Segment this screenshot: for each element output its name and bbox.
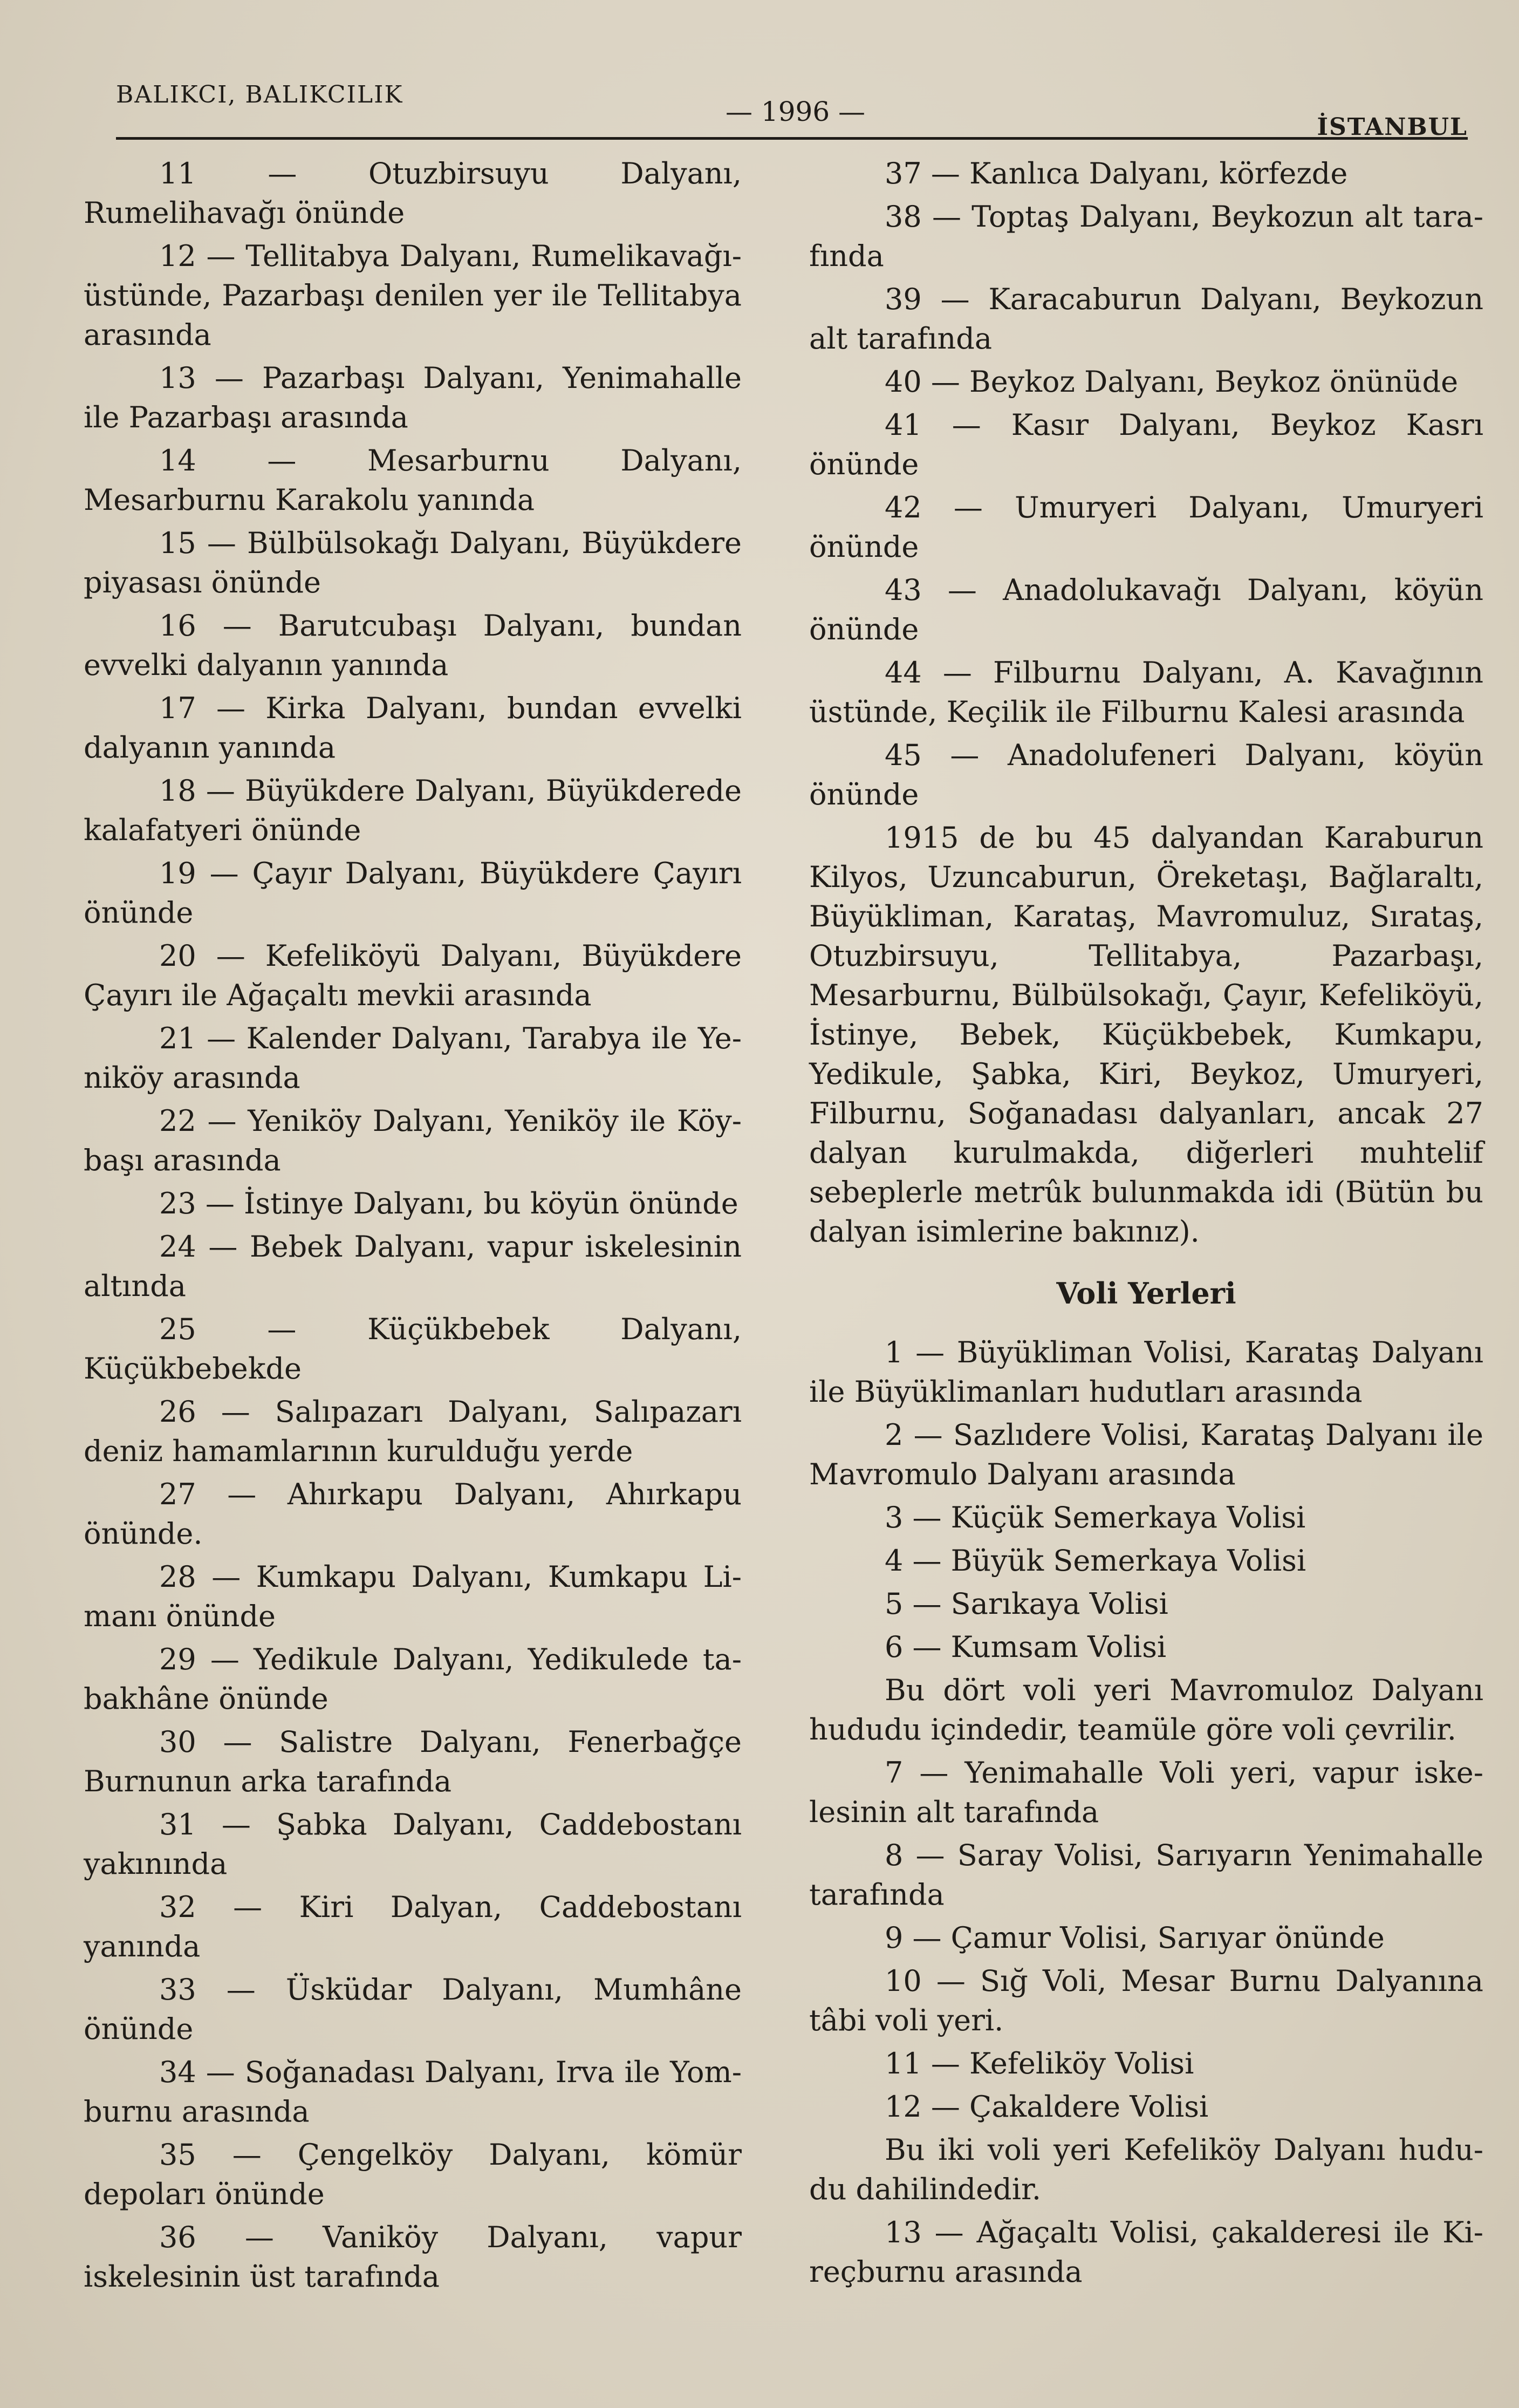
list-item: 23 — İstinye Dalyanı, bu köyün önünde (159, 1186, 738, 1220)
list-item: 13 — Ağaçaltı Volisi, çakalderesi ile Kireçburnu arasında (809, 2215, 1483, 2289)
list-item: 1915 de bu 45 dalyandan Karaburun Kilyos, Uzuncaburun, Öreketaşı, Bağlaraltı, Büyükliman, Karataş, Mavromuluz, Sırataş, Otuzbirsuyu, Tellitabya, Pazarbaşı, Mesarburnu, Bülbülsokağı, Çayır, Kefeliköyü, İstinye, Bebek, Küçükbebek, Kumkapu, Yedikule, Şabka, Kiri, Beykoz, Umuryeri, Filburnu, Soğanadası dalyanları, ancak 27 dalyan kurulmakda, diğerleri muhtelif sebeplerle metrûk bulunmakda idi (Bütün bu dalyan isimlerine bakınız). (809, 821, 1483, 1249)
list-item: 37 — Kanlıca Dalyanı, körfezde (885, 156, 1348, 190)
list-item: 32 — Kiri Dalyan, Caddebostanı yanında (84, 1890, 742, 1963)
voli-list (809, 1333, 1483, 2291)
list-item: 14 — Mesarburnu Dalyanı, Mesarburnu Karakolu yanında (84, 444, 742, 517)
list-item: 9 — Çamur Volisi, Sarıyar önünde (885, 1921, 1385, 1955)
list-item: 13 — Pazarbaşı Dalyanı, Yenimahalle ile Pazarbaşı arasında (84, 361, 742, 434)
list-item: 35 — Çengelköy Dalyanı, kömür depoları önünde (84, 2138, 742, 2211)
header-rule (116, 137, 1468, 140)
voli-heading: Voli Yerleri (1056, 1276, 1236, 1311)
list-item: 22 — Yeniköy Dalyanı, Yeniköy ile Köybaşı arasında (84, 1104, 742, 1177)
list-item: 8 — Saray Volisi, Sarıyarın Yenimahalle tarafında (809, 1838, 1483, 1912)
list-item: 19 — Çayır Dalyanı, Büyükdere Çayırı önünde (84, 856, 742, 930)
list-item: 11 — Kefeliköy Volisi (885, 2047, 1194, 2080)
list-item: 10 — Sığ Voli, Mesar Burnu Dalyanına tâbi voli yeri. (809, 1964, 1483, 2037)
list-item: 36 — Vaniköy Dalyanı, vapur iskelesinin üst tarafında (84, 2220, 742, 2294)
list-item: Bu dört voli yeri Mavromuloz Dalyanı hududu içindedir, teamüle göre voli çevrilir. (809, 1673, 1483, 1747)
list-item: 17 — Kirka Dalyanı, bundan evvelki dalyanın yanında (84, 691, 742, 765)
section-title: İSTANBUL (1317, 113, 1468, 141)
list-item: 43 — Anadolukavağı Dalyanı, köyün önünde (809, 573, 1483, 646)
list-item: 20 — Kefeliköyü Dalyanı, Büyükdere Çayırı ile Ağaçaltı mevkii arasında (84, 939, 742, 1012)
running-title: BALIKCI, BALIKCILIK (116, 81, 403, 108)
list-item: 25 — Küçükbebek Dalyanı, Küçükbebekde (84, 1312, 742, 1386)
list-item: 7 — Yenimahalle Voli yeri, vapur iskelesinin alt tarafında (809, 1756, 1483, 1829)
page-number: — 1996 — (726, 96, 866, 127)
left-column (84, 154, 742, 2300)
list-item: 27 — Ahırkapu Dalyanı, Ahırkapu önünde. (84, 1477, 742, 1551)
list-item: 30 — Salistre Dalyanı, Fenerbağçe Burnunun arka tarafında (84, 1725, 742, 1798)
list-item: 6 — Kumsam Volisi (885, 1630, 1167, 1664)
right-column (809, 154, 1483, 2295)
list-item: 15 — Bülbülsokağı Dalyanı, Büyükdere piyasası önünde (84, 526, 742, 599)
list-item: 12 — Çakaldere Volisi (885, 2090, 1209, 2124)
list-item: 41 — Kasır Dalyanı, Beykoz Kasrı önünde (809, 408, 1483, 481)
list-item: 33 — Üsküdar Dalyanı, Mumhâne önünde (84, 1973, 742, 2046)
list-item: 26 — Salıpazarı Dalyanı, Salıpazarı deniz hamamlarının kurulduğu yerde (84, 1395, 742, 1468)
list-item: 5 — Sarıkaya Volisi (885, 1587, 1168, 1621)
list-item: 1 — Büyükliman Volisi, Karataş Dalyanı ile Büyüklimanları hudutları arasında (809, 1335, 1483, 1409)
list-item: 28 — Kumkapu Dalyanı, Kumkapu Limanı önünde (84, 1560, 742, 1633)
page-header (116, 81, 1468, 140)
list-item: 21 — Kalender Dalyanı, Tarabya ile Yeniköy arasında (84, 1021, 742, 1095)
list-item: 42 — Umuryeri Dalyanı, Umuryeri önünde (809, 490, 1483, 564)
list-item: 18 — Büyükdere Dalyanı, Büyükderede kalafatyeri önünde (84, 774, 742, 847)
list-item: 16 — Barutcubaşı Dalyanı, bundan evvelki dalyanın yanında (84, 609, 742, 682)
list-item: 45 — Anadolufeneri Dalyanı, köyün önünde (809, 738, 1483, 811)
list-item: 40 — Beykoz Dalyanı, Beykoz önünüde (885, 365, 1459, 399)
list-item: 44 — Filburnu Dalyanı, A. Kavağının üstünde, Keçilik ile Filburnu Kalesi arasında (809, 656, 1483, 729)
dalyan-list-continued (809, 154, 1483, 1251)
list-item: 12 — Tellitabya Dalyanı, Rumelikavağıüstünde, Pazarbaşı denilen yer ile Tellitabya arasında (84, 239, 742, 352)
list-item: Bu iki voli yeri Kefeliköy Dalyanı hududu dahilindedir. (809, 2133, 1483, 2206)
list-item: 3 — Küçük Semerkaya Volisi (885, 1500, 1306, 1534)
list-item: 34 — Soğanadası Dalyanı, Irva ile Yomburnu arasında (84, 2055, 742, 2129)
list-item: 11 — Otuzbirsuyu Dalyanı, Rumelihavağı önünde (84, 156, 742, 230)
list-item: 24 — Bebek Dalyanı, vapur iskelesinin altında (84, 1230, 742, 1303)
list-item: 29 — Yedikule Dalyanı, Yedikulede tabakhâne önünde (84, 1642, 742, 1716)
list-item: 2 — Sazlıdere Volisi, Karataş Dalyanı ile Mavromulo Dalyanı arasında (809, 1418, 1483, 1491)
list-item: 4 — Büyük Semerkaya Volisi (885, 1544, 1306, 1578)
list-item: 39 — Karacaburun Dalyanı, Beykozun alt tarafında (809, 282, 1483, 356)
list-item: 31 — Şabka Dalyanı, Caddebostanı yakınında (84, 1807, 742, 1881)
list-item: 38 — Toptaş Dalyanı, Beykozun alt tarafında (809, 200, 1483, 273)
